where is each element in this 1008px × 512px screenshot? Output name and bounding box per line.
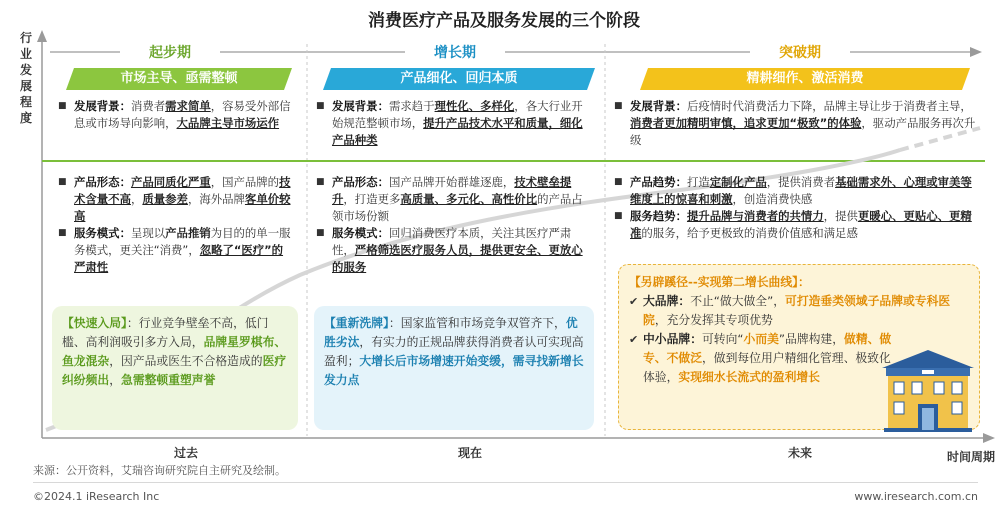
text-segment: 优胜劣汰 [324,316,578,349]
text-segment: 大品牌： [643,294,691,308]
stage2-form-service: ■ 产品形态：国产品牌开始群雄逐鹿，技术壁垒提升，打造更多高质量、多元化、高性价比的产品占领市场份额 ■ 服务模式：回归消费医疗本质，关注其医疗严肃性，严格筛选医疗服务人员，提供更安全、更放心的服务 [316,175,583,274]
text-segment: 的产品占领市场份额 [332,192,583,223]
stage2-box-head: 【重新洗牌】 [324,316,389,330]
text-segment: ，创造消费快感 [732,192,813,206]
stage3-service-key: 服务趋势： [630,209,687,223]
text-segment: 品牌星罗棋布、鱼龙混杂 [62,335,287,368]
text-segment: 技术含量不高 [74,175,291,206]
text-segment: 中小品牌： [643,332,702,346]
text-segment: 提升品牌与消费者的共情力 [686,209,824,223]
stage1-summary-box [52,306,298,430]
stage3-form-service: ■ 产品趋势：打造定制化产品，提供消费者基础需求外、心理或审美等维度上的惊喜和刺激，创造消费快感 ■ 服务趋势：提升品牌与消费者的共情力，提供更暖心、更贴心、更精准的服务，给予更极致的消费价值感和满足感 [614,175,972,240]
text-segment: ，提供 [823,209,858,223]
text-segment: 打造 [686,175,710,189]
stage2-background: ■ 发展背景：需求趋于理性化、多样化，各大行业开始规范整顿市场，提升产品技术水平和质量，细化产品种类 [316,99,583,147]
text-segment: 基础需求外、心理或审美等维度上的惊喜和刺激 [630,175,972,206]
text-segment: ”品牌构建， [778,332,845,346]
text-segment: 小而美 [743,332,779,346]
text-segment: 可打造垂类领域子品牌或专科医院 [643,294,951,327]
text-segment: 更暖心、更贴心、更精准 [630,209,972,240]
text-segment: 国产品牌开始群雄逐鹿， [388,175,515,189]
x-tick-future: 未来 [787,446,812,460]
stage3-box-item-2-text [643,332,891,384]
text-segment: ，海外品牌 [187,192,245,206]
stage1-bg-key: 发展背景： [74,99,131,113]
stage-banner-1: 市场主导、亟需整顿 [120,71,238,86]
stage3-form-key: 产品趋势： [630,175,687,189]
text-segment: ，有实力的正规品牌获得消费者认可实现高盈利； [324,335,584,368]
stage1-form-key: 产品形态： [74,175,131,189]
text-segment: ，因产品或医生不合格造成的 [109,354,263,368]
text-segment: ，做到每位用户精细化管理、极致化体验， [643,351,891,384]
text-segment: 严格筛选医疗服务人员，提供更安全、更放心的服务 [332,243,583,274]
text-segment: 为目的的单一服务模式，更关注“消费”， [74,226,291,257]
text-segment: 不止“做大做全”， [690,294,786,308]
stage1-form-service: ■ 产品形态：产品同质化严重，国产品牌的技术含量不高，质量参差，海外品牌客单价较高 ■ 服务模式：呈现以产品推销为目的的单一服务模式，更关注“消费”，忽略了“医疗”的严肃性 [58,175,291,274]
text-segment: ， [109,373,122,387]
stage3-box-head: 【另辟蹊径--实现第二增长曲线】： [629,275,810,289]
text-segment: 回归消费医疗本质，关注其医疗严肃性， [332,226,572,257]
text-segment: 急需整顿重塑声誉 [121,373,216,387]
text-segment: ，提供消费者 [766,175,836,189]
text-segment: 大增长后市场增速开始变缓，需寻找新增长发力点 [324,354,584,387]
stage1-box-head: 【快速入局】 [62,316,127,330]
text-segment: 呈现以 [130,226,166,240]
building-icon [878,348,978,432]
text-segment: 技术壁垒提升 [332,175,572,206]
text-segment: ，驱动产品服务再次升级 [630,116,976,147]
text-segment: 消费者 [130,99,166,113]
stage-label-3: 突破期 [750,42,850,62]
website: www.iresearch.com.cn [854,490,978,503]
x-axis-arrow [983,433,995,443]
stage-arrow-head [970,47,982,57]
text-segment: 理性化、多样化 [434,99,515,113]
text-segment: 需求简单 [165,99,211,113]
stage-banner-2: 产品细化、回归本质 [400,71,518,86]
footer-divider [33,482,978,483]
x-tick-past: 过去 [173,446,198,460]
text-segment: 产品同质化严重 [130,175,211,189]
text-segment: 定制化产品 [709,175,767,189]
y-axis-label: 行业发展程度 [19,31,32,125]
page-title: 消费医疗产品及服务发展的三个阶段 [368,11,640,31]
stage3-box-item-1: ✔ 大品牌：不止“做大做全”，可打造垂类领域子品牌或专科医院，充分发挥其专项优势 [629,294,951,327]
text-segment: 的服务，给予更极致的消费价值感和满足感 [641,226,858,240]
text-segment: ，充分发挥其专项优势 [654,313,773,327]
stage-label-1: 起步期 [120,42,220,62]
stage3-background: ■ 发展背景：后疫情时代消费活力下降，品牌主导让步于消费者主导，消费者更加精明审慎，追求更加“极致”的体验，驱动产品服务再次升级 [614,99,976,147]
copyright: ©2024.1 iResearch Inc [33,490,160,503]
stage2-bg-key: 发展背景： [332,99,389,113]
stage1-background: ■ 发展背景：消费者需求简单，容易受外部信息或市场导向影响，大品牌主导市场运作 [58,99,291,130]
text-segment: 医疗纠纷频出 [62,354,287,387]
text-segment: ，打造更多 [343,192,401,206]
stage2-service-key: 服务模式： [332,226,389,240]
text-segment: ，国产品牌的 [210,175,280,189]
stage-label-2: 增长期 [405,42,505,62]
text-segment: 消费者更加精明审慎，追求更加“极致”的体验 [630,116,862,130]
y-axis-arrow [37,30,47,42]
text-segment: ， [130,192,143,206]
text-segment: 客单价较高 [74,192,291,223]
stage3-box-item-1-text [643,294,950,327]
x-tick-now: 现在 [457,446,482,460]
text-segment: 质量参差 [142,192,188,206]
stage3-box-item-2: ✔ 中小品牌：可转向“小而美”品牌构建，做精、做专、不做泛，做到每位用户精细化管理、极致化体验，实现细水长流式的盈利增长 [629,332,892,384]
text-segment: ：行业竞争壁垒不高，低门槛、高利润吸引多方入局， [62,316,269,349]
source-note: 来源：公开资料，艾瑞咨询研究院自主研究及绘制。 [33,464,286,477]
text-segment: 实现细水长流式的盈利增长 [678,370,820,384]
text-segment: 可转向“ [702,332,744,346]
stage2-summary-box [314,306,594,430]
text-segment: 提升产品技术水平和质量，细化产品种类 [332,116,583,147]
text-segment: 忽略了“医疗”的严肃性 [74,243,284,274]
text-segment: 需求趋于 [388,99,435,113]
text-segment: 大品牌主导市场运作 [176,116,280,130]
text-segment: 产品推销 [165,226,211,240]
stage-banner-3: 精耕细作、激活消费 [746,71,864,86]
text-segment: ：国家监管和市场竞争双管齐下， [388,316,566,330]
stage3-bg-key: 发展背景： [630,99,687,113]
text-segment: 做精、做专、不做泛 [643,332,892,365]
x-axis-label: 时间周期 [946,450,995,464]
text-segment: 后疫情时代消费活力下降，品牌主导让步于消费者主导， [686,99,972,113]
text-segment: 高质量、多元化、高性价比 [400,192,538,206]
stage1-service-key: 服务模式： [74,226,131,240]
text-segment: ，各大行业开始规范整顿市场， [332,99,583,130]
stage2-form-key: 产品形态： [332,175,389,189]
text-segment: ，容易受外部信息或市场导向影响， [74,99,291,130]
